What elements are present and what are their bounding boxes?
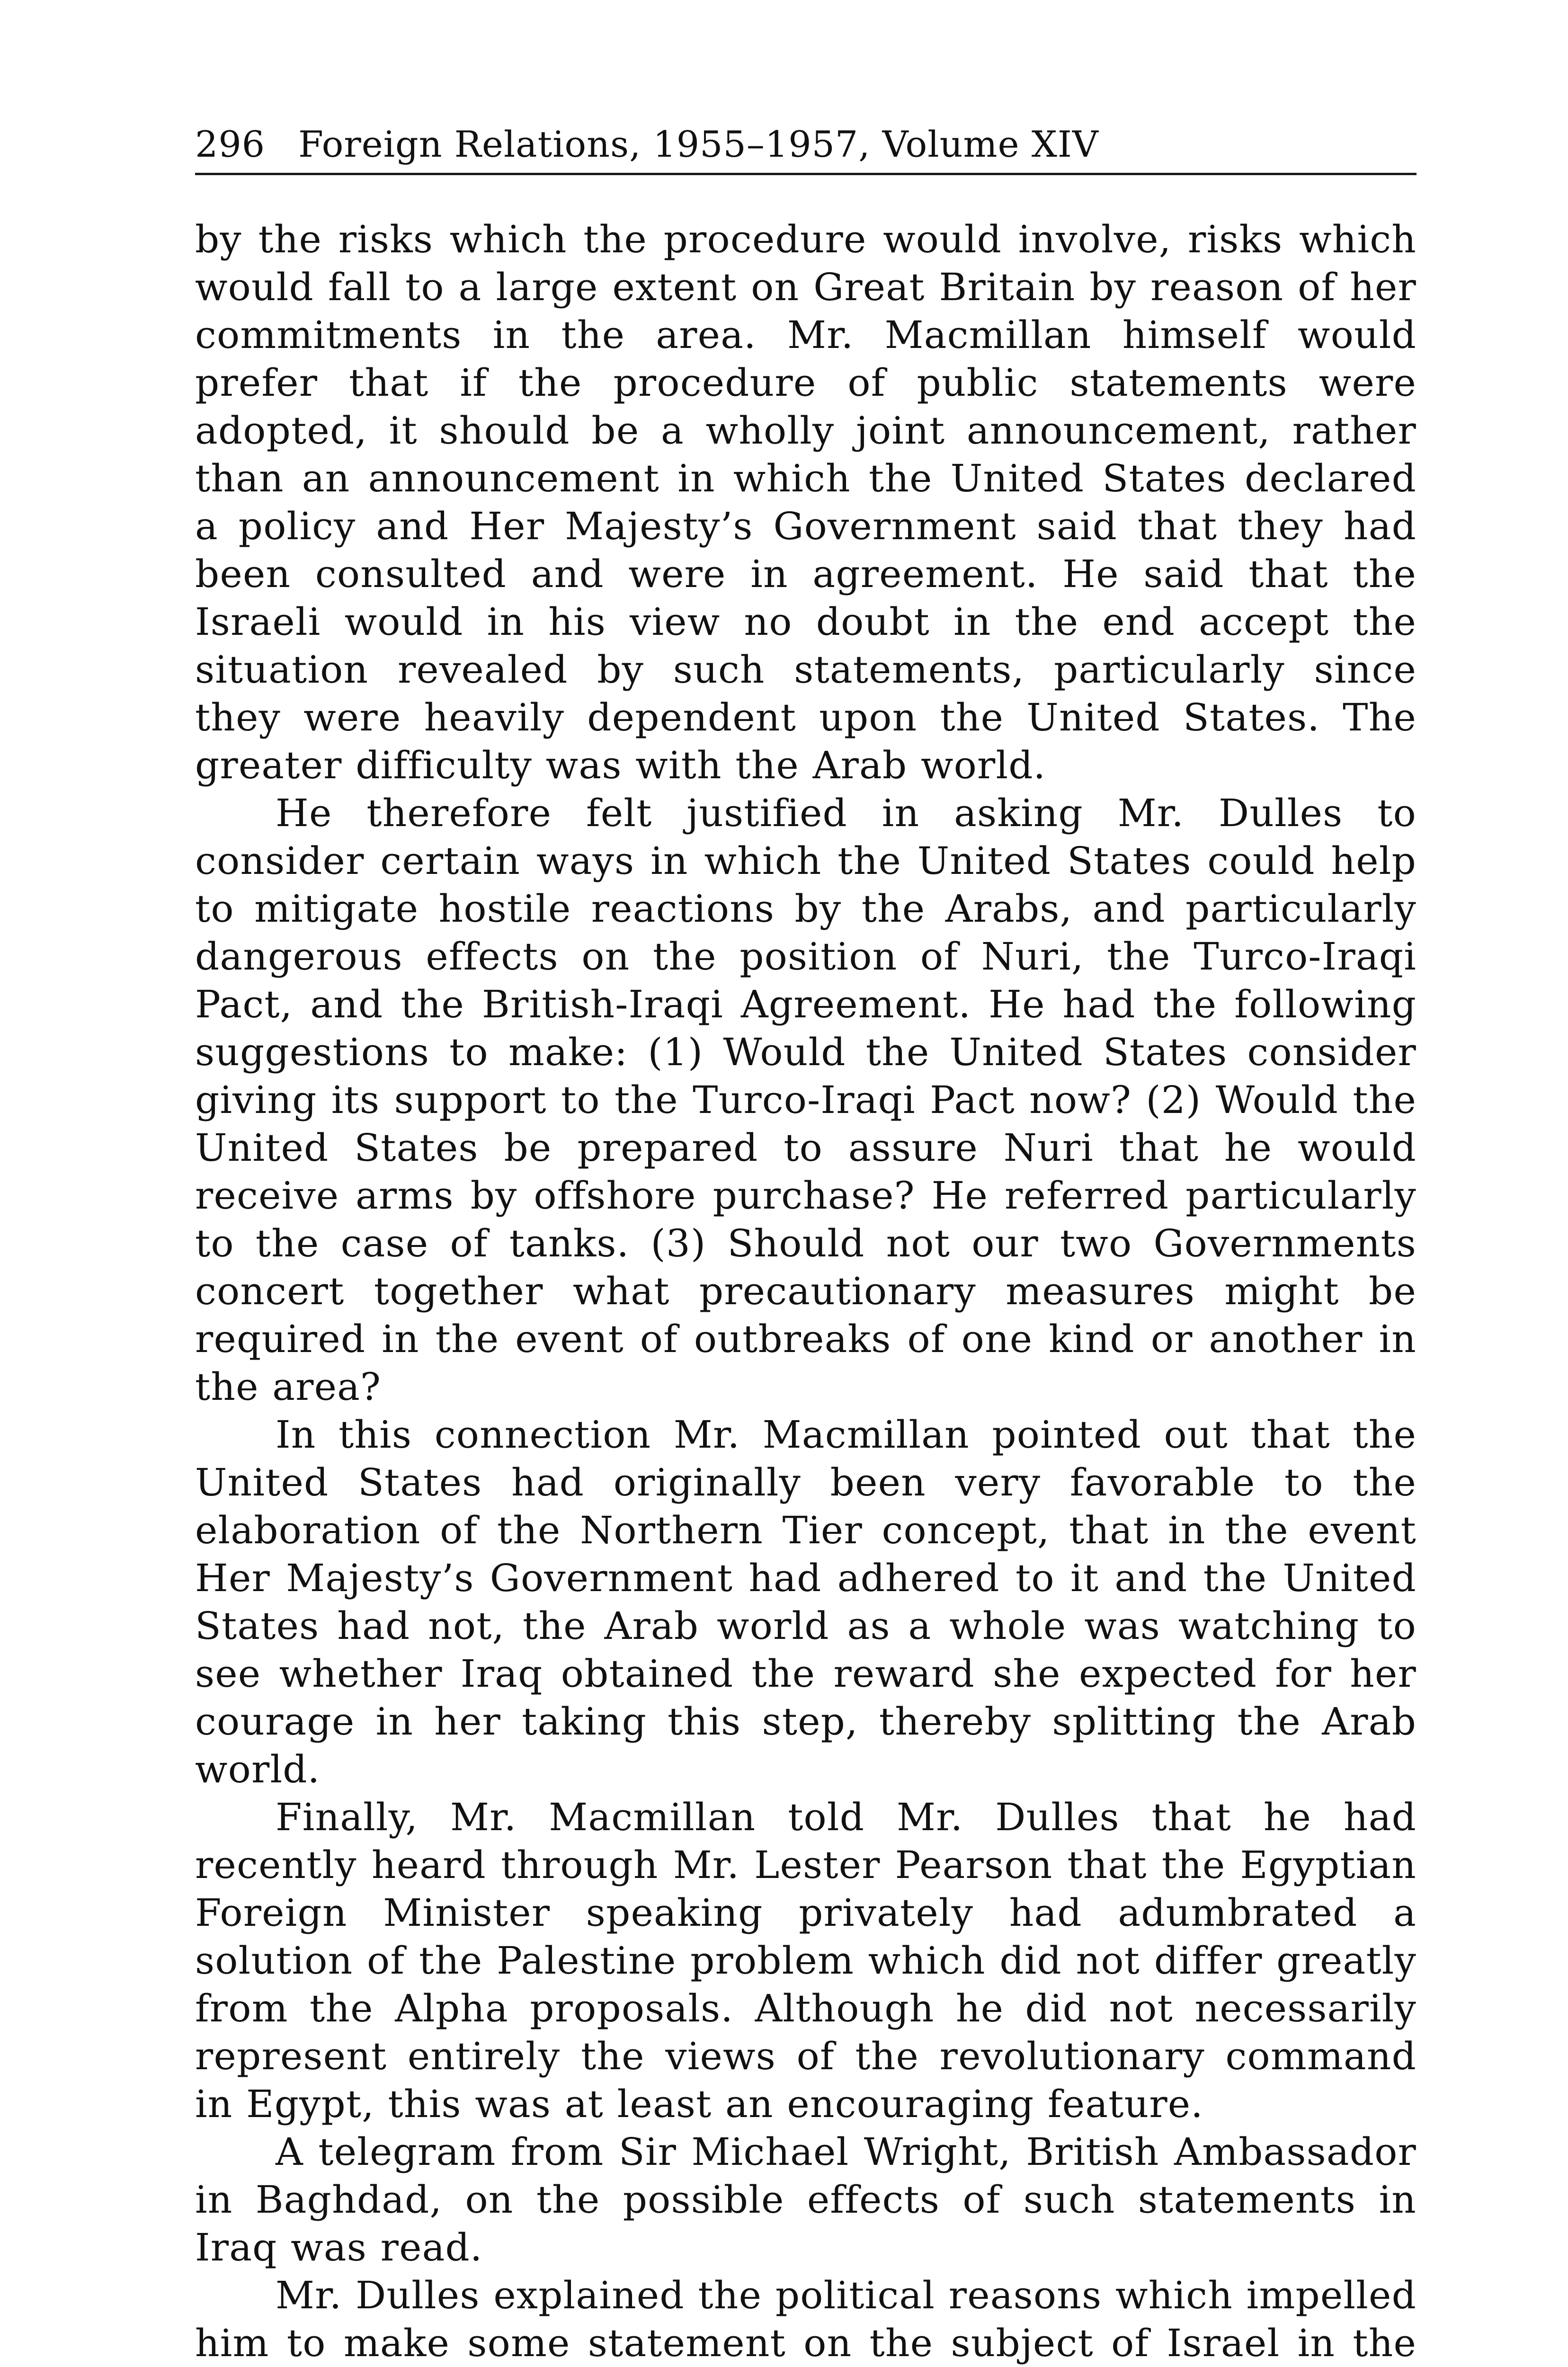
paragraph: In this connection Mr. Macmillan pointed out that the United States had originally been very favorable to the elaboration of the Northern Tier concept, that in the event Her Majesty’s Government had adhered to it and the United States had not, the Arab world as a whole was watching to see whether Iraq obtained the reward she expected for her courage in her taking this step, thereby splitting the Arab world. <box>195 1413 1417 1791</box>
paragraph-continued: by the risks which the procedure would involve, risks which would fall to a large extent on Great Britain by reason of her commitments in the area. Mr. Macmillan himself would prefer that if the procedure of public statements were adopted, it should be a wholly joint announcement, rather than an announcement in which the United States declared a policy and Her Majesty’s Government said that they had been consulted and were in agreement. He said that the Israeli would in his view no doubt in the end accept the situation revealed by such statements, particularly since they were heavily dependent upon the United States. The greater difficulty was with the Arab world. <box>195 217 1417 787</box>
paragraph: Finally, Mr. Macmillan told Mr. Dulles that he had recently heard through Mr. Lester Pearson that the Egyptian Foreign Minister speaking privately had adumbrated a solution of the Palestine problem which did not differ greatly from the Alpha proposals. Although he did not necessarily represent entirely the views of the revolutionary command in Egypt, this was at least an encouraging feature. <box>195 1795 1417 2126</box>
page-number: 296 <box>195 123 266 165</box>
paragraph: A telegram from Sir Michael Wright, British Ambassador in Baghdad, on the possible effects of such statements in Iraq was read. <box>195 2130 1417 2269</box>
running-head <box>195 121 1417 175</box>
running-title: Foreign Relations, 1955–1957, Volume XIV <box>298 123 1099 165</box>
body-text <box>195 215 1417 2367</box>
paragraph: Mr. Dulles explained the political reasons which impelled him to make some statement on the subject of Israel in the <box>195 2273 1417 2365</box>
paragraph: He therefore felt justified in asking Mr. Dulles to consider certain ways in which the United States could help to mitigate hostile reactions by the Arabs, and particularly dangerous effects on the position of Nuri, the Turco-Iraqi Pact, and the British-Iraqi Agreement. He had the following suggestions to make: (1) Would the United States consider giving its support to the Turco-Iraqi Pact now? (2) Would the United States be prepared to assure Nuri that he would receive arms by offshore purchase? He referred particularly to the case of tanks. (3) Should not our two Governments concert together what precautionary measures might be required in the event of outbreaks of one kind or another in the area? <box>195 791 1417 1409</box>
